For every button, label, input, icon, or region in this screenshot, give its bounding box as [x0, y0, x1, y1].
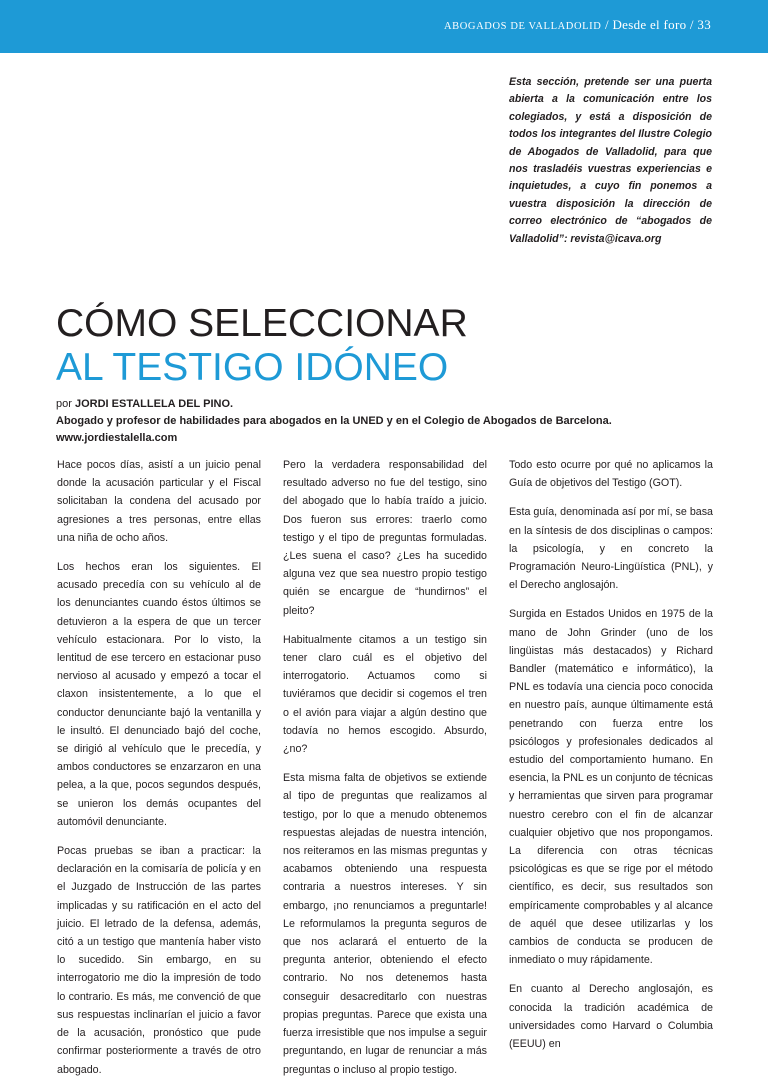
- header-bar: [0, 0, 768, 53]
- paragraph: Esta guía, denominada así por mí, se basa en la síntesis de dos disciplinas o campos: la psicología, y en concreto la Programación Neuro-Lingüística (PNL), y el Derecho anglosajón.: [509, 506, 713, 592]
- body-column-3: [509, 456, 713, 1064]
- body-column-2: [283, 456, 487, 1090]
- paragraph: Los hechos eran los siguientes. El acusado precedía con su vehículo al de los denunciantes cuando éstos últimos se detuvieron a la espera de que un tercer vehículo estacionara. Por lo visto, la lentitud de ese tercero en estacionar puso nervioso al acusado y empezó a tocar el claxon insistentemente, a lo que el conductor denunciante bajó la ventanilla y le insultó. El denunciado bajó del coche, se dirigió al vehículo que le precedía, y ambos conductores se enzarzaron en una pelea, a la que, pocos segundos después, se unieron los demás ocupantes del automóvil denunciante.: [57, 561, 261, 828]
- article-title-line2: AL TESTIGO IDÓNEO: [56, 346, 449, 389]
- publication-name: ABOGADOS DE VALLADOLID: [443, 21, 602, 32]
- paragraph: En cuanto al Derecho anglosajón, es conocida la tradición académica de universidades como Harvard o Columbia (EEUU) en: [509, 983, 713, 1051]
- body-column-1: [57, 456, 261, 1090]
- paragraph: Todo esto ocurre por qué no aplicamos la Guía de objetivos del Testigo (GOT).: [509, 459, 713, 490]
- article-title-line1: CÓMO SELECCIONAR: [56, 302, 468, 345]
- paragraph: Pocas pruebas se iban a practicar: la declaración en la comisaría de policía y en el Juzgado de Instrucción de las partes implicadas y su ratificación en el acto del juicio. El letrado de la defensa, además, citó a un testigo que mantenía haber visto lo sucedido. Sin embargo, en su interrogatorio me dio la impresión de todo lo contrario. Es más, me convenció de que sus respuestas inclinarían el juicio a favor de la acusación, pronóstico que pude confirmar posteriormente a través de otro abogado.: [57, 845, 261, 1076]
- paragraph: Esta misma falta de objetivos se extiende al tipo de preguntas que realizamos al testigo, por lo que a menudo obtenemos respuestas alejadas de nuestra intención, nos reiteramos en las mismas preguntas y acabamos obteniendo una respuesta contraria a nuestros intereses. Y sin embargo, ¡no renunciamos a preguntarle! Le reformulamos la pregunta seguros de que nos aclarará el entuerto de la pregunta anterior, obteniendo el efecto contrario. No nos detenemos hasta conseguir desacreditarlo con nuestras propias preguntas. Parece que exista una fuerza irresistible que nos impulse a seguir preguntando, en lugar de renunciar a más preguntas o incluso al propio testigo.: [283, 772, 487, 1076]
- author-name: JORDI ESTALLELA DEL PINO.: [74, 398, 234, 410]
- byline-prefix: por: [56, 398, 75, 410]
- author-website[interactable]: www.jordiestalella.com: [56, 432, 178, 444]
- paragraph: Pero la verdadera responsabilidad del resultado adverso no fue del testigo, sino del abogado que lo había traído a juicio. Dos fueron sus errores: traerlo como testigo y el tipo de preguntas formuladas. ¿Les suena el caso? ¿Les ha sucedido alguna vez que sea nuestro propio testigo quién se encargue de “hundirnos” el pleito?: [283, 459, 487, 617]
- paragraph: Habitualmente citamos a un testigo sin tener claro cuál es el objetivo del interrogatorio. Actuamos como si tuviéramos que decidir si cogemos el tren o el avión para viajar a algún destino que todavía no hemos escogido. Absurdo, ¿no?: [283, 633, 487, 756]
- section-page: / Desde el foro / 33: [601, 17, 711, 32]
- author-role: Abogado y profesor de habilidades para abogados en la UNED y en el Colegio de Abogados de Barcelona.: [56, 415, 612, 427]
- section-intro: Esta sección, pretende ser una puerta abierta a la comunicación entre los colegiados, y está a disposición de todos los integrantes del Ilustre Colegio de Abogados de Valladolid, para que nos trasladéis vuestras experiencias e inquietudes, a cuyo fin ponemos a vuestra disposición la dirección de correo electrónico de “abogados de Valladolid”: revista@icava.org: [509, 76, 712, 245]
- byline: [56, 396, 713, 447]
- running-header: [444, 17, 711, 33]
- paragraph: Surgida en Estados Unidos en 1975 de la mano de John Grinder (uno de los lingüistas más destacados) y Richard Bandler (matemático e informático), la PNL es todavía una ciencia poco conocida en nuestro país, aunque últimamente está penetrando con fuerza entre los psicólogos y profesionales dedicados al estudio del comportamiento humano. En esencia, la PNL es un conjunto de técnicas y herramientas que sirven para programar nuestro cerebro con el fin de alcanzar cualquier objetivo que nos propongamos. La diferencia con otras técnicas psicológicas es que se rige por el método científico, es decir, sus resultados son empíricamente comprobables y al alcance de aquél que desee utilizarlas y los cambios de conducta se producen de inmediato o muy rápidamente.: [509, 608, 713, 967]
- paragraph: Hace pocos días, asistí a un juicio penal donde la acusación particular y el Fiscal solicitaban la condena del acusado por agresiones a tres personas, entre ellas una niña de ocho años.: [57, 459, 261, 544]
